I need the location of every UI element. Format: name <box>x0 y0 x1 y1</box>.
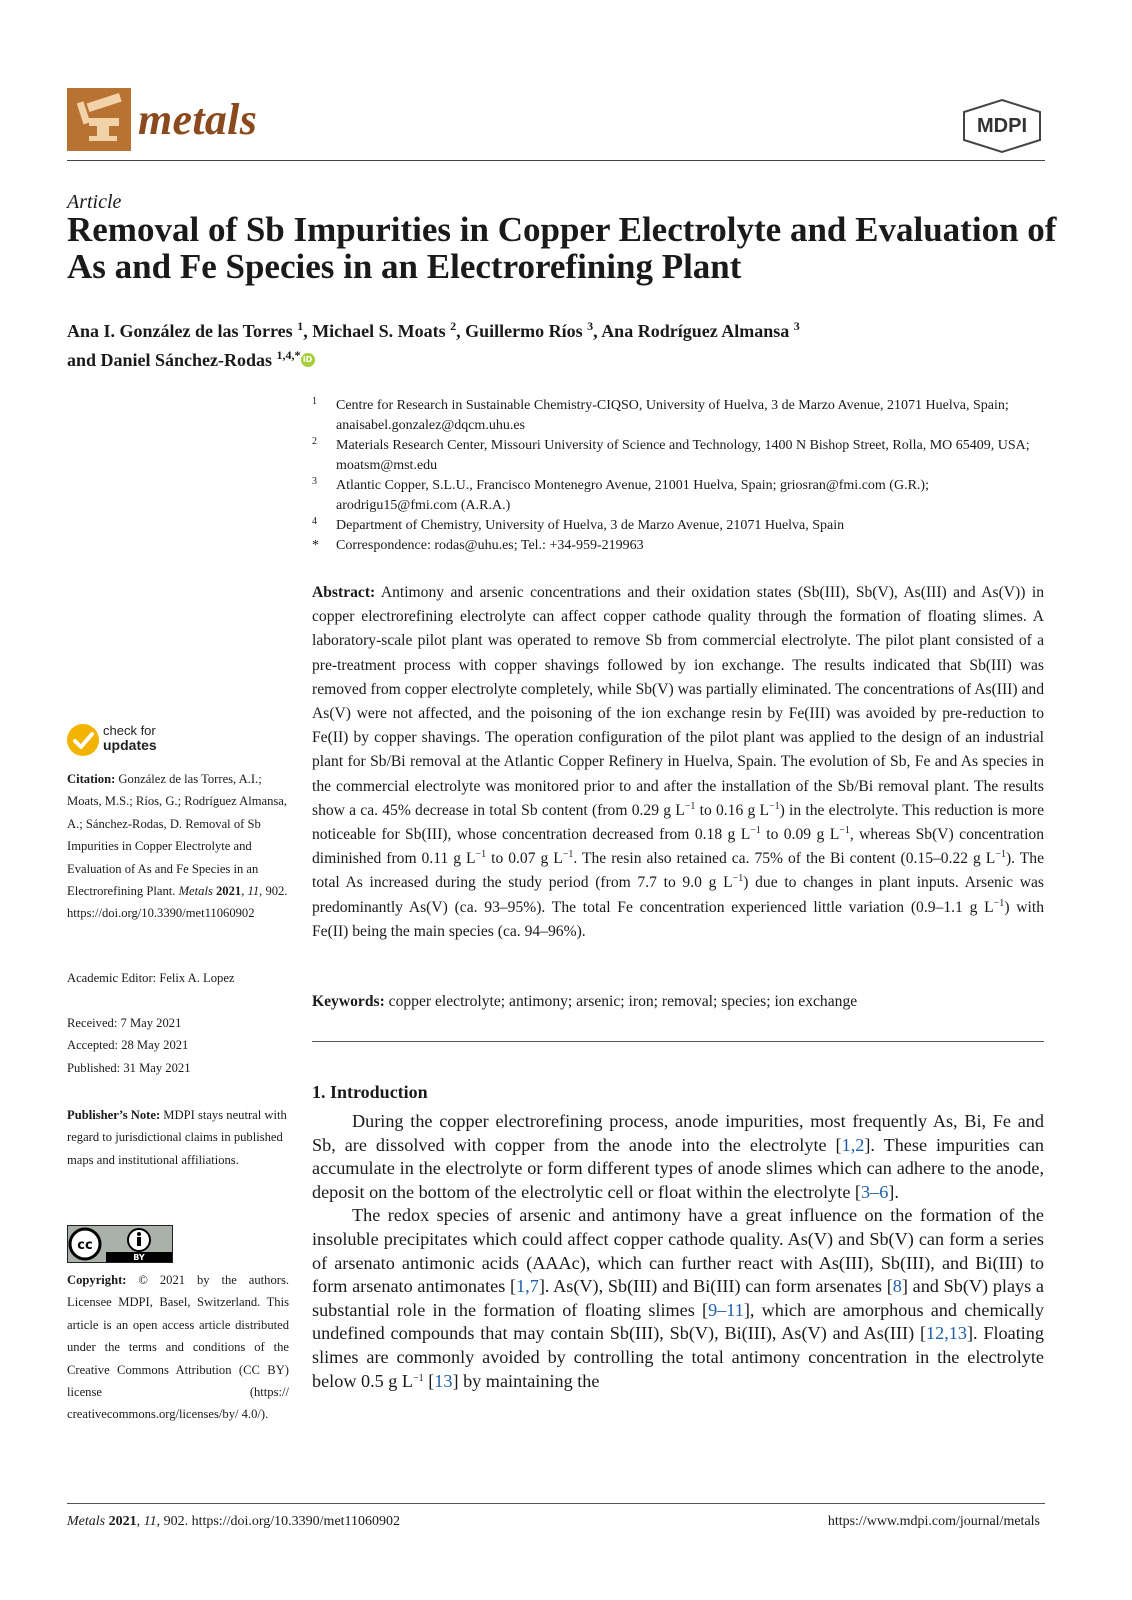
author-name: Ana I. González de las Torres <box>67 321 293 341</box>
footer-divider <box>67 1503 1045 1504</box>
paragraph-text: ]. As(V), Sb(III) and Bi(III) can form arsenates [ <box>538 1276 893 1297</box>
exponent: −1 <box>684 800 696 812</box>
footer-doi[interactable]: , 902. https://doi.org/10.3390/met11060902 <box>156 1514 401 1529</box>
paragraph-text: ]. These impurities can accumulate in the electrolyte or form different types of anode slimes which can adhere to the anode, deposit on the bottom of the electrolytic cell or float within the electrolyte [ <box>312 1134 1044 1202</box>
abstract-text: ). The total As increased during the study period (from 7.7 to 9.0 g L <box>312 850 1045 892</box>
correspondence-item <box>312 536 1052 556</box>
abstract-text: ) in the electrolyte. This reduction is more noticeable for Sb(III), whose concentration decreased from 0.18 g L <box>312 801 1044 844</box>
exponent: −1 <box>995 849 1006 861</box>
affiliation-number: * <box>312 538 319 553</box>
paragraph-text: The redox species of arsenic and antimony have a great influence on the formation of the insoluble precipitates which could affect copper cathode quality. As(V) and Sb(V) can form a series of arsenato antimonic acids (AAAc), which can further react with As(III), Sb(III), and Bi(III) to form arsenato antimonates [ <box>312 1205 1044 1297</box>
citation-link[interactable]: 1,7 <box>516 1276 539 1297</box>
exponent: −1 <box>993 897 1005 909</box>
header-divider <box>67 160 1045 161</box>
citation-link[interactable]: 1,2 <box>841 1134 865 1155</box>
footer-journal-url[interactable]: https://www.mdpi.com/journal/metals <box>827 1514 1040 1529</box>
author-affil: 2 <box>450 319 457 333</box>
author-affil: 1 <box>297 319 304 333</box>
keywords-label: Keywords: <box>312 993 385 1010</box>
abstract-text: ) with Fe(II) being the main species (ca. 94–96%). <box>312 898 1044 940</box>
affiliation-number: 2 <box>312 436 317 447</box>
author-affil: 3 <box>587 319 594 333</box>
publisher-note-label: Publisher’s Note: <box>67 1108 161 1122</box>
paragraph-text: ] and Sb(V) plays a substantial role in the formation of floating slimes [ <box>312 1276 1045 1320</box>
copyright-block <box>67 1269 289 1426</box>
publisher-note <box>67 1104 289 1171</box>
accepted-date: Accepted: 28 May 2021 <box>67 1038 189 1053</box>
exponent: −1 <box>732 873 744 885</box>
citation-journal: Metals <box>178 884 213 899</box>
exponent: −1 <box>839 825 850 837</box>
citation-year: 2021 <box>212 884 242 899</box>
citation-link[interactable]: 8 <box>892 1276 902 1297</box>
abstract-text: to 0.07 g L <box>486 850 563 868</box>
affiliation-text: Department of Chemistry, University of Huelva, 3 de Marzo Avenue, 21071 Huelva, Spain <box>336 518 845 533</box>
checkmark-icon <box>67 724 99 756</box>
affiliation-item <box>312 476 1052 516</box>
copyright-text: © 2021 by the authors. Licensee MDPI, Basel, Switzerland. This article is an open access article distributed under the terms and conditions of the Creative Commons Attribution (CC BY) license (https:// creativecommons.org/licenses/by/ 4.0/). <box>67 1273 289 1422</box>
abstract-text: to 0.09 g L <box>760 826 840 844</box>
citation-text: González de las Torres, A.I.; Moats, M.S.; Ríos, G.; Rodríguez Almansa, A.; Sánchez-Rodas, D. Removal of Sb Impurities in Copper Electrolyte and Evaluation of As and Fe Species in an Electrorefining Plant. <box>67 772 288 899</box>
svg-text:cc: cc <box>77 1238 93 1253</box>
section-heading: 1. Introduction <box>312 1082 428 1102</box>
citation-link[interactable]: 9–11 <box>708 1299 744 1320</box>
journal-name: metals <box>138 95 258 144</box>
check-updates-line2: updates <box>103 737 157 753</box>
affiliation-number: 1 <box>312 396 317 407</box>
affiliation-item <box>312 436 1052 476</box>
publisher-note-text: MDPI stays neutral with regard to jurisdictional claims in published maps and institutional affiliations. <box>67 1108 287 1167</box>
paragraph-text: [ <box>423 1370 435 1391</box>
svg-text:BY: BY <box>133 1253 145 1262</box>
cc-by-license-icon[interactable] <box>67 1225 173 1263</box>
author-affil: 1,4,* <box>276 348 301 362</box>
paragraph-text: ]. <box>888 1181 899 1202</box>
footer-year: 2021 <box>105 1514 137 1529</box>
footer-sep: , <box>136 1514 144 1529</box>
citation-volume: 11 <box>247 884 260 899</box>
dates-block <box>67 1012 289 1079</box>
author-sep: , <box>456 321 466 341</box>
received-date: Received: 7 May 2021 <box>67 1016 182 1030</box>
paragraph-text: During the copper electrorefining process, anode impurities, most frequently As, Bi, Fe and Sb, are dissolved with copper from the anode into the electrolyte [ <box>312 1111 1044 1155</box>
svg-text:MDPI: MDPI <box>977 115 1027 137</box>
abstract-label: Abstract: <box>312 584 376 601</box>
footer-volume: 11 <box>143 1514 157 1529</box>
paragraph-text: ], which are amorphous and chemically undefined compounds that may contain Sb(III), Sb(V), Bi(III), As(V) and As(III) [ <box>312 1299 1044 1344</box>
academic-editor: Academic Editor: Felix A. Lopez <box>67 971 235 985</box>
author-sep: , <box>593 321 602 341</box>
footer-journal: Metals <box>67 1514 106 1529</box>
check-for-updates-button[interactable] <box>67 722 187 758</box>
exponent: −1 <box>562 849 574 861</box>
anvil-hammer-icon <box>67 88 131 151</box>
abstract-text: to 0.16 g L <box>695 801 769 819</box>
keywords <box>312 990 1044 1014</box>
citation-link[interactable]: 13 <box>434 1370 453 1391</box>
article-title: Removal of Sb Impurities in Copper Electrolyte and Evaluation of As and Fe Species in an Electrorefining Plant <box>67 210 1057 286</box>
abstract-divider <box>312 1041 1044 1042</box>
abstract-text: , whereas Sb(V) concentration diminished from 0.11 g L <box>312 826 1045 868</box>
orcid-icon[interactable]: iD <box>301 353 315 367</box>
mdpi-logo <box>960 98 1044 154</box>
author-name: Ana Rodríguez Almansa <box>601 321 790 341</box>
citation-link[interactable]: 12,13 <box>926 1323 967 1344</box>
check-updates-label <box>103 724 157 752</box>
exponent: −1 <box>769 800 780 812</box>
exponent: −1 <box>413 1372 424 1384</box>
affiliation-item <box>312 396 1052 436</box>
citation-sep: , <box>241 884 248 899</box>
published-date: Published: 31 May 2021 <box>67 1060 191 1075</box>
author-affil: 3 <box>793 319 800 333</box>
citation-doi[interactable]: , 902. https://doi.org/10.3390/met11060902 <box>67 884 288 921</box>
exponent: −1 <box>750 825 761 837</box>
copyright-label: Copyright: <box>67 1273 127 1287</box>
paragraph-text: ] by maintaining the <box>452 1370 600 1391</box>
author-name: and Daniel Sánchez-Rodas <box>67 350 273 370</box>
footer-citation <box>67 1514 400 1530</box>
affiliation-text: Materials Research Center, Missouri University of Science and Technology, 1400 N Bishop Street, Rolla, MO 65409, USA; moatsm@mst.edu <box>336 438 1030 473</box>
exponent: −1 <box>475 849 487 861</box>
check-updates-line1: check for <box>103 723 156 738</box>
affiliation-item <box>312 516 1052 536</box>
author-name: Michael S. Moats <box>312 321 446 341</box>
article-type: Article <box>67 191 122 213</box>
citation-link[interactable]: 3–6 <box>861 1181 889 1202</box>
author-list <box>67 314 1057 372</box>
author-sep: , <box>303 321 313 341</box>
keywords-text: copper electrolyte; antimony; arsenic; iron; removal; species; ion exchange <box>384 993 858 1010</box>
affiliation-number: 3 <box>312 476 317 487</box>
affiliation-text: Atlantic Copper, S.L.U., Francisco Montenegro Avenue, 21001 Huelva, Spain; griosran@fmi.com (G.R.); arodrigu15@fmi.com (A.R.A.) <box>336 478 929 513</box>
section-body <box>312 1110 1044 1393</box>
author-name: Guillermo Ríos <box>465 321 583 341</box>
affiliations <box>312 396 1052 556</box>
affiliation-text: Centre for Research in Sustainable Chemistry-CIQSO, University of Huelva, 3 de Marzo Avenue, 21071 Huelva, Spain; anaisabel.gonzalez@dqcm.uhu.es <box>336 398 1009 433</box>
paragraph-text: ]. Floating slimes are commonly avoided by controlling the total antimony concentration in the electrolyte below 0.5 g L <box>312 1323 1044 1391</box>
citation-block <box>67 768 289 925</box>
affiliation-number: 4 <box>312 516 317 527</box>
paragraph <box>312 1110 1044 1204</box>
citation-label: Citation: <box>67 772 116 786</box>
paragraph <box>312 1204 1044 1393</box>
abstract-text: Antimony and arsenic concentrations and their oxidation states (Sb(III), Sb(V), As(III) and As(V)) in copper electrorefining electrolyte can affect copper cathode quality through the formation of floating slimes. A laboratory-scale pilot plant was operated to remove Sb from commercial electrolyte. The pilot plant consisted of a pre-treatment process with copper shavings followed by ion exchange. The results indicated that Sb(III) was removed from copper electrolyte completely, while Sb(V) was partially eliminated. The concentrations of As(III) and As(V) were not affected, and the poisoning of the ion exchange resin by Fe(III) was avoided by pre-reduction to Fe(II) by copper shavings. The operation configuration of the pilot plant was applied to the design of an industrial plant for Sb/Bi removal at the Atlantic Copper Refinery in Huelva, Spain. The evolution of Sb, Fe and As species in the commercial electrolyte was monitored prior to and after the installation of the Sb/Bi removal plant. The results show a ca. 45% decrease in total Sb content (from 0.29 g L <box>312 584 1044 819</box>
abstract <box>312 581 1044 944</box>
correspondence-text: Correspondence: rodas@uhu.es; Tel.: +34-959-219963 <box>336 538 644 553</box>
abstract-text: ) due to changes in plant inputs. Arsenic was predominantly As(V) (ca. 93–95%). The total Fe concentration experienced little variation (0.9–1.1 g L <box>312 874 1045 916</box>
abstract-text: . The resin also retained ca. 75% of the Bi content (0.15–0.22 g L <box>573 850 996 868</box>
